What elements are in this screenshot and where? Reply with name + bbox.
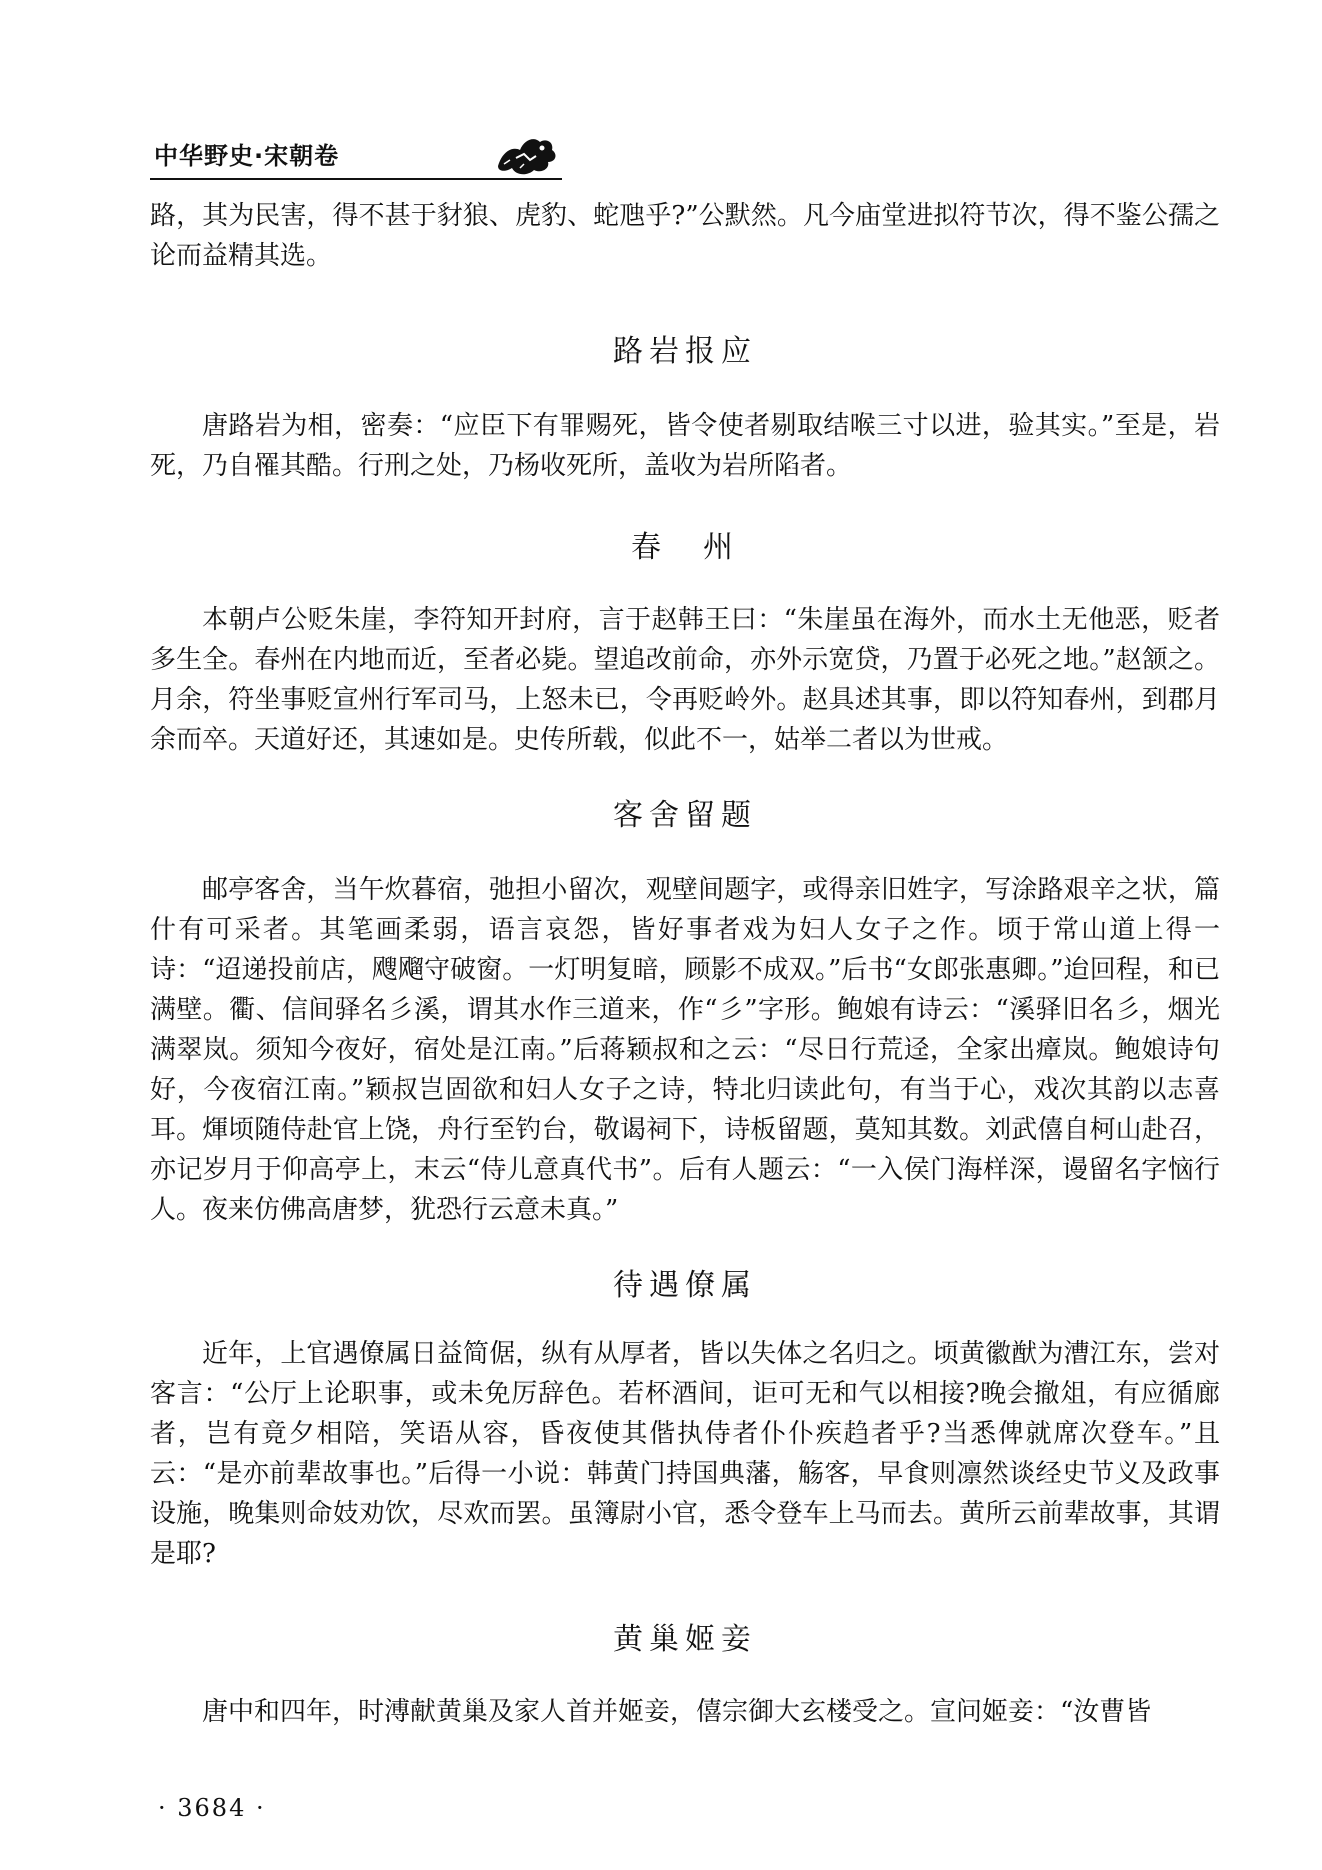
section-title-huang-chao-ji-qie: 黄巢姬妾 [613, 1622, 757, 1657]
dragon-emblem-icon [490, 128, 562, 178]
book-title: 中华野史·宋朝卷 [154, 142, 340, 170]
page-body [150, 196, 1220, 1732]
section-paragraph: 唐中和四年，时溥献黄巢及家人首并姬妾，僖宗御大玄楼受之。宣问姬妾：“汝曹皆 [202, 1697, 1152, 1727]
page-number: · 3684 · [158, 1794, 266, 1822]
section-title-lu-yan: 路岩报应 [613, 334, 757, 369]
running-header [150, 128, 562, 184]
section-title-chun-zhou: 春 州 [631, 530, 739, 565]
continued-paragraph: 路，其为民害，得不甚于豺狼、虎豹、蛇虺乎?”公默然。凡今庙堂进拟符节次，得不鉴公孺之论而益精其选。 [150, 201, 1220, 271]
section-paragraph: 邮亭客舍，当午炊暮宿，弛担小留次，观壁间题字，或得亲旧姓字，写涂路艰辛之状，篇什有可采者。其笔画柔弱，语言哀怨，皆好事者戏为妇人女子之作。顷于常山道上得一诗：“迢递投前店，飕飗守破窗。一灯明复暗，顾影不成双。”后书“女郎张惠卿。”迨回程，和已满壁。衢、信间驿名彡溪，谓其水作三道来，作“彡”字形。鲍娘有诗云：“溪驿旧名彡，烟光满翠岚。须知今夜好，宿处是江南。”后蒋颖叔和之云：“尽日行荒迳，全家出瘴岚。鲍娘诗句好，今夜宿江南。”颖叔岂固欲和妇人女子之诗，特北归读此句，有当于心，戏次其韵以志喜耳。煇顷随侍赴官上饶，舟行至钓台，敬谒祠下，诗板留题，莫知其数。刘武僖自柯山赴召，亦记岁月于仰高亭上，末云“侍儿意真代书”。后有人题云：“一入侯门海样深，谩留名字恼行人。夜来仿佛高唐梦，犹恐行云意未真。” [150, 875, 1220, 1225]
section-paragraph: 唐路岩为相，密奏：“应臣下有罪赐死，皆令使者剔取结喉三寸以进，验其实。”至是，岩死，乃自罹其酷。行刑之处，乃杨收死所，盖收为岩所陷者。 [150, 411, 1220, 481]
section-paragraph: 近年，上官遇僚属日益简倨，纵有从厚者，皆以失体之名归之。顷黄徽猷为漕江东，尝对客言：“公厅上论职事，或未免厉辞色。若杯酒间，讵可无和气以相接?晚会撤俎，有应循廊者，岂有竟夕相陪，笑语从容，昏夜使其偕执侍者仆仆疾趋者乎?当悉俾就席次登车。”且云：“是亦前辈故事也。”后得一小说：韩黄门持国典藩，觞客，早食则凛然谈经史节义及政事设施，晚集则命妓劝饮，尽欢而罢。虽簿尉小官，悉令登车上马而去。黄所云前辈故事，其谓是耶? [150, 1339, 1220, 1569]
header-rule [150, 178, 562, 180]
section-paragraph: 本朝卢公贬朱崖，李符知开封府，言于赵韩王曰：“朱崖虽在海外，而水土无他恶，贬者多生全。春州在内地而近，至者必毙。望追改前命，亦外示宽贷，乃置于必死之地。”赵颔之。月余，符坐事贬宣州行军司马，上怒未已，令再贬岭外。赵具述其事，即以符知春州，到郡月余而卒。天道好还，其速如是。史传所载，似此不一，姑举二者以为世戒。 [150, 605, 1220, 755]
section-title-ke-she-liu-ti: 客舍留题 [613, 798, 757, 833]
section-title-dai-yu-liao-shu: 待遇僚属 [613, 1268, 757, 1303]
